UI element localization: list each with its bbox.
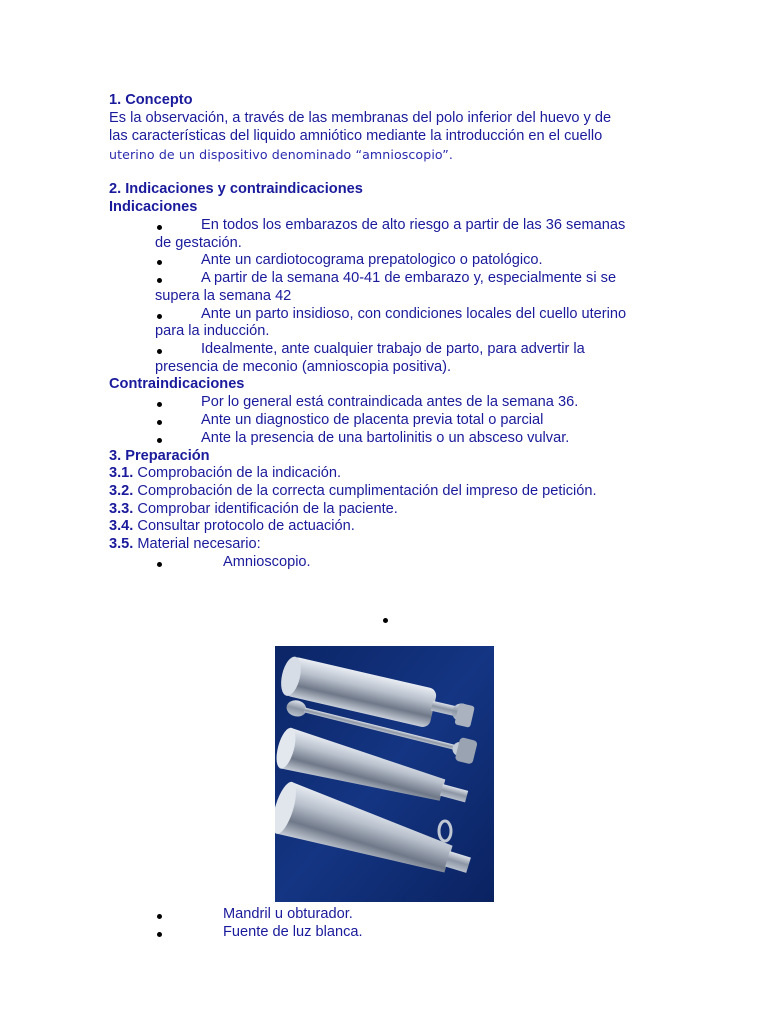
step-number: 3.4. bbox=[109, 518, 134, 534]
bullet-icon bbox=[157, 349, 162, 354]
indication-item-continuation: presencia de meconio (amnioscopia positiva). bbox=[155, 359, 452, 375]
indication-item: A partir de la semana 40-41 de embarazo y, especialmente si se bbox=[201, 270, 617, 286]
bullet-icon bbox=[157, 932, 162, 937]
bullet-icon bbox=[157, 278, 162, 283]
indication-item-continuation: para la inducción. bbox=[155, 323, 270, 339]
step-number: 3.2. bbox=[109, 483, 134, 499]
indication-item: En todos los embarazos de alto riesgo a partir de las 36 semanas bbox=[201, 217, 626, 233]
bullet-icon bbox=[157, 225, 162, 230]
bullet-icon bbox=[157, 914, 162, 919]
step-text: Consultar protocolo de actuación. bbox=[133, 518, 355, 534]
material-item: Amnioscopio. bbox=[223, 554, 311, 570]
bullet-icon bbox=[157, 402, 162, 407]
preparation-step bbox=[109, 464, 341, 482]
preparation-step bbox=[109, 535, 261, 553]
preparation-step bbox=[109, 482, 597, 500]
step-text: Comprobación de la indicación. bbox=[133, 465, 342, 481]
bullet-icon bbox=[157, 562, 162, 567]
bullet-icon bbox=[383, 618, 388, 623]
step-text: Comprobar identificación de la paciente. bbox=[133, 501, 398, 517]
indication-item: Ante un parto insidioso, con condiciones locales del cuello uterino bbox=[201, 306, 627, 322]
amnioscope-photo bbox=[275, 646, 494, 902]
step-number: 3.3. bbox=[109, 501, 134, 517]
contraindication-item: Por lo general está contraindicada antes de la semana 36. bbox=[201, 394, 579, 410]
indications-heading: 2. Indicaciones y contraindicaciones bbox=[109, 181, 363, 197]
indication-item-continuation: de gestación. bbox=[155, 235, 242, 251]
bullet-icon bbox=[157, 260, 162, 265]
step-number: 3.1. bbox=[109, 465, 134, 481]
preparation-step bbox=[109, 517, 355, 535]
bullet-icon bbox=[157, 438, 162, 443]
contraindication-item: Ante la presencia de una bartolinitis o un absceso vulvar. bbox=[201, 430, 570, 446]
indication-item: Ante un cardiotocograma prepatologico o patológico. bbox=[201, 252, 543, 268]
indication-item: Idealmente, ante cualquier trabajo de parto, para advertir la bbox=[201, 341, 585, 357]
indication-item-continuation: supera la semana 42 bbox=[155, 288, 292, 304]
step-number: 3.5. bbox=[109, 536, 134, 552]
bullet-icon bbox=[157, 420, 162, 425]
concept-text-line: Es la observación, a través de las membranas del polo inferior del huevo y de bbox=[109, 110, 612, 126]
step-text: Comprobación de la correcta cumplimentación del impreso de petición. bbox=[133, 483, 597, 499]
indications-subheading: Indicaciones bbox=[109, 199, 198, 215]
concept-heading: 1. Concepto bbox=[109, 92, 193, 108]
contraindication-item: Ante un diagnostico de placenta previa total o parcial bbox=[201, 412, 544, 428]
bullet-icon bbox=[157, 314, 162, 319]
material-item: Mandril u obturador. bbox=[223, 906, 353, 922]
concept-text-line: las características del liquido amniótico mediante la introducción en el cuello bbox=[109, 128, 603, 144]
step-text: Material necesario: bbox=[133, 536, 261, 552]
material-item: Fuente de luz blanca. bbox=[223, 924, 363, 940]
concept-text-line: uterino de un dispositivo denominado “amnioscopio”. bbox=[109, 147, 454, 162]
preparation-step bbox=[109, 500, 398, 518]
preparation-heading: 3. Preparación bbox=[109, 448, 210, 464]
contraindications-heading: Contraindicaciones bbox=[109, 376, 245, 392]
